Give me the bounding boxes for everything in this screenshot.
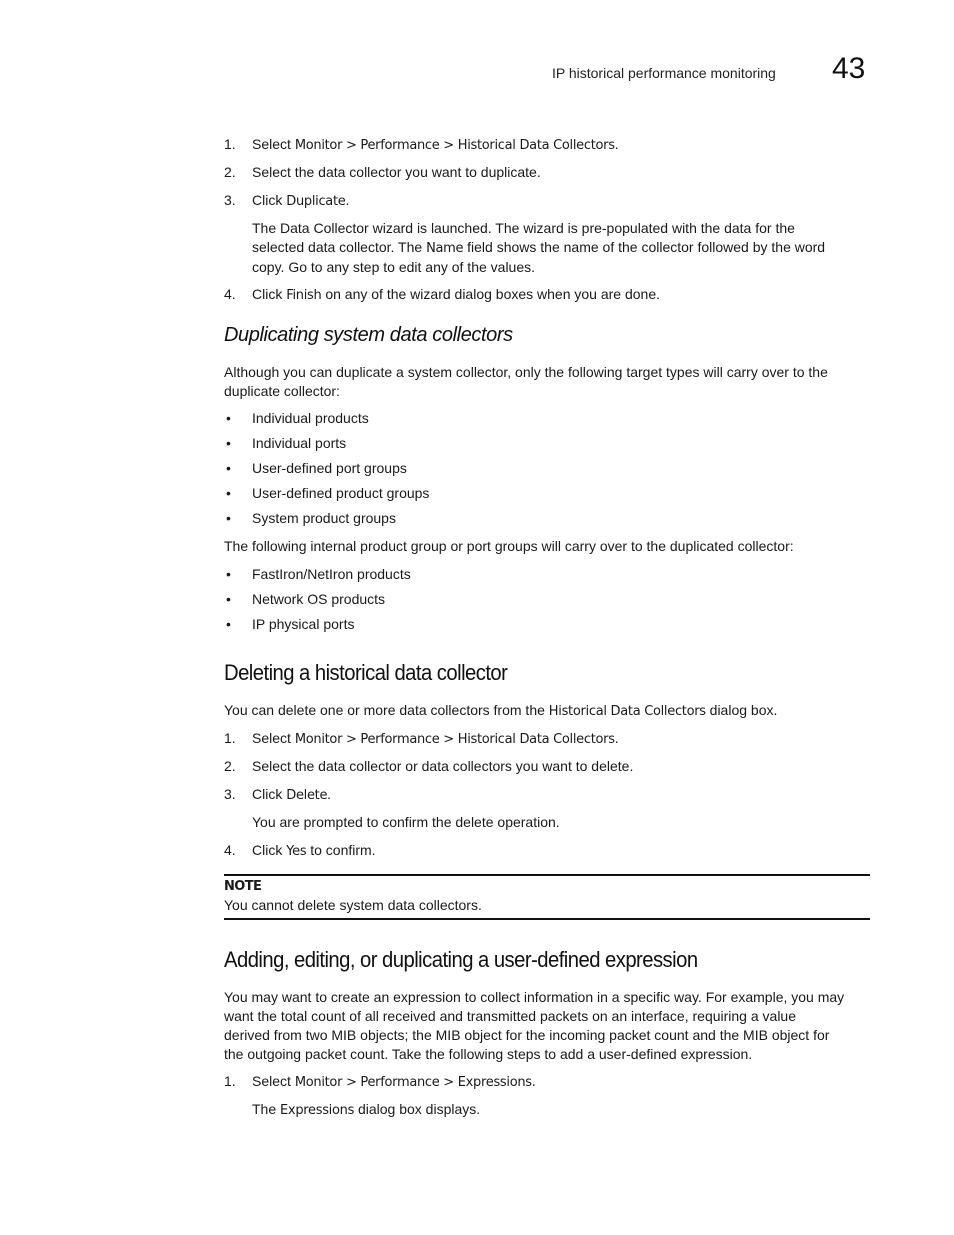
step-prefix: Select bbox=[252, 136, 295, 152]
result-line: The Data Collector wizard is launched. The wizard is pre-populated with the data for the bbox=[252, 220, 795, 236]
result-prefix: The bbox=[252, 1101, 281, 1117]
step-text bbox=[252, 841, 870, 861]
running-header-title: IP historical performance monitoring bbox=[552, 65, 776, 81]
result-line: copy. Go to any step to edit any of the values. bbox=[252, 259, 536, 275]
step-text bbox=[252, 785, 870, 805]
result-line bbox=[252, 238, 870, 258]
step-prefix: Select bbox=[252, 1073, 295, 1089]
step-number: 4. bbox=[224, 286, 236, 302]
step-suffix: on any of the wizard dialog boxes when you are done. bbox=[321, 286, 661, 302]
bullet-icon: • bbox=[226, 435, 231, 451]
list-item: Individual products bbox=[252, 410, 369, 426]
step-suffix: . bbox=[327, 786, 332, 802]
menu-path: Monitor > Performance > Expressions. bbox=[294, 1075, 536, 1090]
paragraph-line: want the total count of all received and transmitted packets on an interface, requiring a value bbox=[224, 1008, 797, 1024]
note-text: You cannot delete system data collectors. bbox=[224, 897, 482, 913]
bullet-icon: • bbox=[226, 410, 231, 426]
subsection-heading: Duplicating system data collectors bbox=[224, 324, 513, 346]
step-prefix: Click bbox=[252, 192, 287, 208]
step-text bbox=[252, 191, 870, 211]
step-text bbox=[252, 135, 870, 155]
step-suffix: . bbox=[614, 730, 619, 746]
step-number: 4. bbox=[224, 842, 236, 858]
bullet-icon: • bbox=[226, 591, 231, 607]
step-number: 3. bbox=[224, 786, 236, 802]
paragraph-line: Although you can duplicate a system collector, only the following target types will carry over to the bbox=[224, 364, 828, 380]
note-top-rule bbox=[224, 874, 870, 876]
step-prefix: Click bbox=[252, 786, 287, 802]
list-item: System product groups bbox=[252, 510, 396, 526]
menu-path: Monitor > Performance > Historical Data Collectors bbox=[294, 138, 615, 153]
step-suffix: . bbox=[614, 136, 619, 152]
section-heading: Deleting a historical data collector bbox=[224, 660, 508, 685]
step-suffix: to confirm. bbox=[306, 842, 376, 858]
step-number: 3. bbox=[224, 192, 236, 208]
note-bottom-rule bbox=[224, 918, 870, 920]
list-item: FastIron/NetIron products bbox=[252, 566, 411, 582]
step-result bbox=[252, 1100, 870, 1120]
paragraph bbox=[224, 701, 870, 721]
bullet-icon: • bbox=[226, 485, 231, 501]
button-name: Delete bbox=[286, 788, 328, 803]
bullet-icon: • bbox=[226, 510, 231, 526]
menu-path: Monitor > Performance > Historical Data Collectors bbox=[294, 732, 615, 747]
bullet-icon: • bbox=[226, 460, 231, 476]
paragraph-line: the outgoing packet count. Take the following steps to add a user-defined expression. bbox=[224, 1046, 753, 1062]
list-item: User-defined port groups bbox=[252, 460, 407, 476]
step-number: 1. bbox=[224, 730, 236, 746]
list-item: Individual ports bbox=[252, 435, 347, 451]
list-item: User-defined product groups bbox=[252, 485, 430, 501]
dialog-name: Historical Data Collectors bbox=[548, 704, 706, 719]
paragraph bbox=[224, 363, 870, 401]
step-result bbox=[252, 219, 870, 277]
field-name: Name bbox=[426, 241, 464, 256]
button-name: Finish bbox=[286, 288, 322, 303]
step-result: You are prompted to confirm the delete operation. bbox=[252, 814, 560, 830]
bullet-icon: • bbox=[226, 566, 231, 582]
dialog-name: Expressions bbox=[280, 1103, 355, 1118]
step-text bbox=[252, 285, 870, 305]
button-name: Duplicate bbox=[286, 194, 346, 209]
paragraph-suffix: dialog box. bbox=[705, 702, 778, 718]
step-prefix: Click bbox=[252, 842, 287, 858]
button-name: Yes bbox=[286, 844, 307, 859]
paragraph bbox=[224, 988, 870, 1064]
paragraph-line: duplicate collector: bbox=[224, 383, 340, 399]
step-text bbox=[252, 1072, 870, 1092]
step-number: 1. bbox=[224, 136, 236, 152]
step-text bbox=[252, 729, 870, 749]
bullet-icon: • bbox=[226, 616, 231, 632]
result-suffix: field shows the name of the collector followed by the word bbox=[463, 239, 826, 255]
result-suffix: dialog box displays. bbox=[354, 1101, 481, 1117]
paragraph-line: derived from two MIB objects; the MIB object for the incoming packet count and the MIB object for bbox=[224, 1027, 830, 1043]
chapter-number: 43 bbox=[832, 52, 866, 85]
list-item: IP physical ports bbox=[252, 616, 355, 632]
list-item: Network OS products bbox=[252, 591, 386, 607]
step-number: 2. bbox=[224, 758, 236, 774]
paragraph-line: You may want to create an expression to collect information in a specific way. For example, you may bbox=[224, 989, 845, 1005]
step-prefix: Select bbox=[252, 730, 295, 746]
note-label: NOTE bbox=[224, 879, 262, 894]
paragraph-prefix: You can delete one or more data collectors from the bbox=[224, 702, 549, 718]
section-heading: Adding, editing, or duplicating a user-defined expression bbox=[224, 947, 698, 972]
step-text: Select the data collector or data collectors you want to delete. bbox=[252, 758, 634, 774]
step-suffix: . bbox=[345, 192, 350, 208]
paragraph: The following internal product group or port groups will carry over to the duplicated collector: bbox=[224, 538, 794, 554]
step-text: Select the data collector you want to duplicate. bbox=[252, 164, 541, 180]
step-number: 1. bbox=[224, 1073, 236, 1089]
result-prefix: selected data collector. The bbox=[252, 239, 427, 255]
step-prefix: Click bbox=[252, 286, 287, 302]
step-number: 2. bbox=[224, 164, 236, 180]
